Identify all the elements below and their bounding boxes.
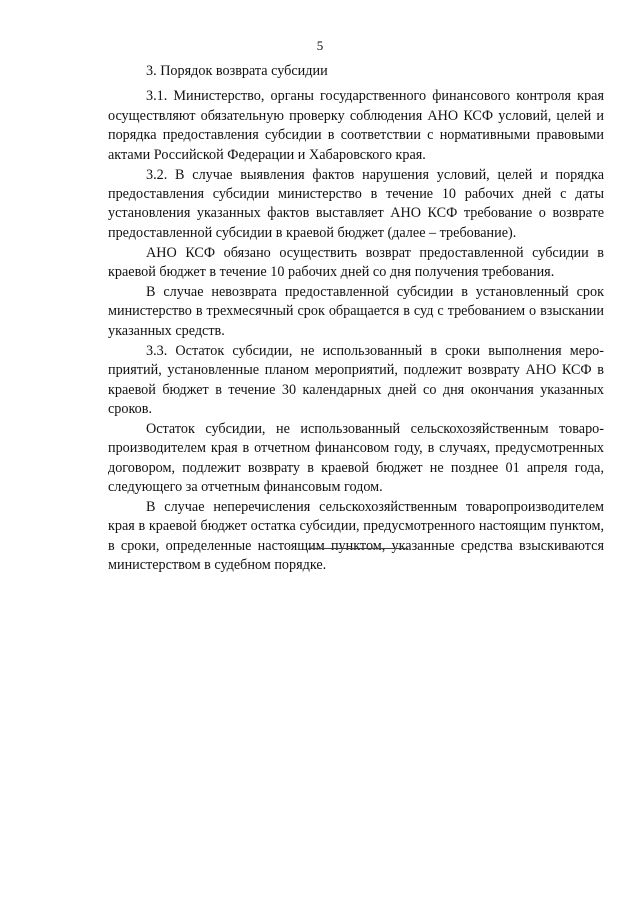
- paragraph-ano-obligation: АНО КСФ обязано осуществить возврат предоставленной субсидии в краевой бюджет в течение 10 рабочих дней со дня получения требования.: [108, 244, 604, 281]
- page-number: 5: [316, 38, 324, 53]
- paragraph-3-2: 3.2. В случае выявления фактов нарушения условий, целей и порядка предоставления субсидии министерство в течение 10 рабочих дней с даты установления указанных фактов выставляет АНО КСФ требование о возврате предоставленной субсидии в краевой бюджет (далее – требование).: [108, 166, 604, 241]
- section-body: [108, 62, 604, 576]
- end-divider-line: [308, 548, 408, 549]
- paragraph-non-transfer: В случае неперечисления сельскохозяйственным товаропроизводителем края в краевой бюджет остатка субсидии, предусмотренного настоящим пунктом, в сроки, определенные настоящим пунктом, указанные средства взыскиваются министерством в судебном порядке.: [108, 498, 604, 574]
- paragraph-3-1: 3.1. Министерство, органы государственного финансового контроля края осуществляют обязательную проверку соблюдения АНО КСФ условий, целей и порядка предоставления субсидии в соответствии с нормативными правовыми актами Российской Федерации и Хабаровского края.: [108, 88, 604, 163]
- paragraph-producer-remainder: Остаток субсидии, не использованный сельскохозяйственным товаропроизводителем края в отчетном финансовом году, в случаях, предусмотренных договором, подлежит возврату в краевой бюджет не позднее 01 апреля года, следующего за отчетным финансовым годом.: [108, 420, 604, 496]
- section-heading: 3. Порядок возврата субсидии: [146, 63, 328, 79]
- paragraph-court-recovery: В случае невозврата предоставленной субсидии в установленный срок министерство в трехмесячный срок обращается в суд с требованием о взыскании указанных средств.: [108, 283, 604, 339]
- paragraph-3-3: 3.3. Остаток субсидии, не использованный в сроки выполнения мероприятий, установленные планом мероприятий, подлежит возврату АНО КСФ в краевой бюджет в течение 30 календарных дней со дня окончания указанных сроков.: [108, 342, 604, 417]
